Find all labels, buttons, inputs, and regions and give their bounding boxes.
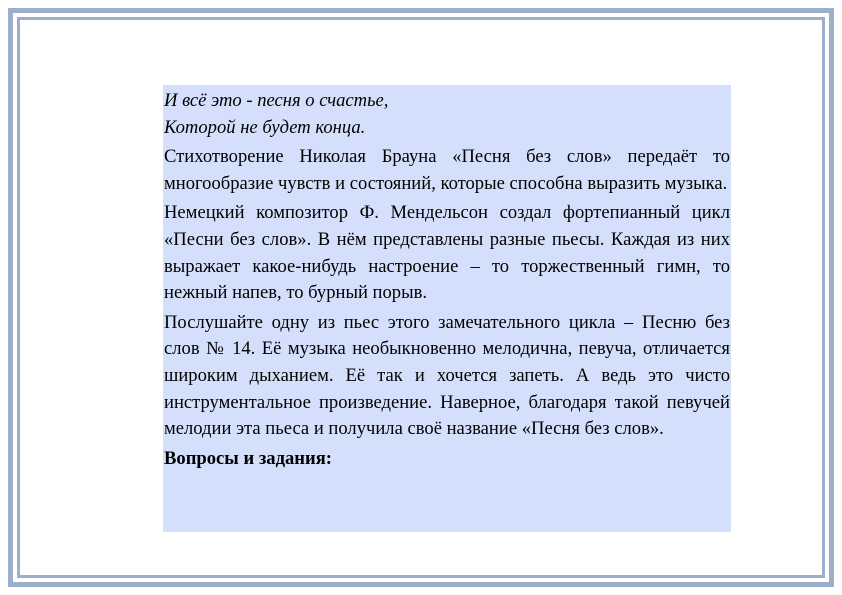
paragraph-mendelssohn: Немецкий композитор Ф. Мендельсон создал фортепианный цикл «Песни без слов». В нём представлены разные пьесы. Каждая из них выражает какое-нибудь настроение – то торжественный гимн, то нежный напев, то бурный порыв.	[164, 202, 730, 304]
text-box	[163, 85, 731, 532]
poem-line: И всё это - песня о счастье,	[164, 90, 389, 111]
poem-line: Которой не будет конца.	[164, 116, 366, 138]
paragraph-song-14: Послушайте одну из пьес этого замечательного цикла – Песню без слов № 14. Её музыка необыкновенно мелодична, певуча, отличается широким дыханием. Её так и хочется запеть. А ведь это чисто инструментальное произведение. Наверное, благодаря такой певучей мелодии эта пьеса и получила своё название «Песня без слов».	[164, 311, 730, 440]
poem-quote	[164, 88, 730, 141]
paragraph-intro: Стихотворение Николая Брауна «Песня без слов» передаёт то многообразие чувств и состояний, которые способна выразить музыка.	[164, 146, 730, 194]
questions-heading: Вопросы и задания:	[164, 447, 332, 469]
